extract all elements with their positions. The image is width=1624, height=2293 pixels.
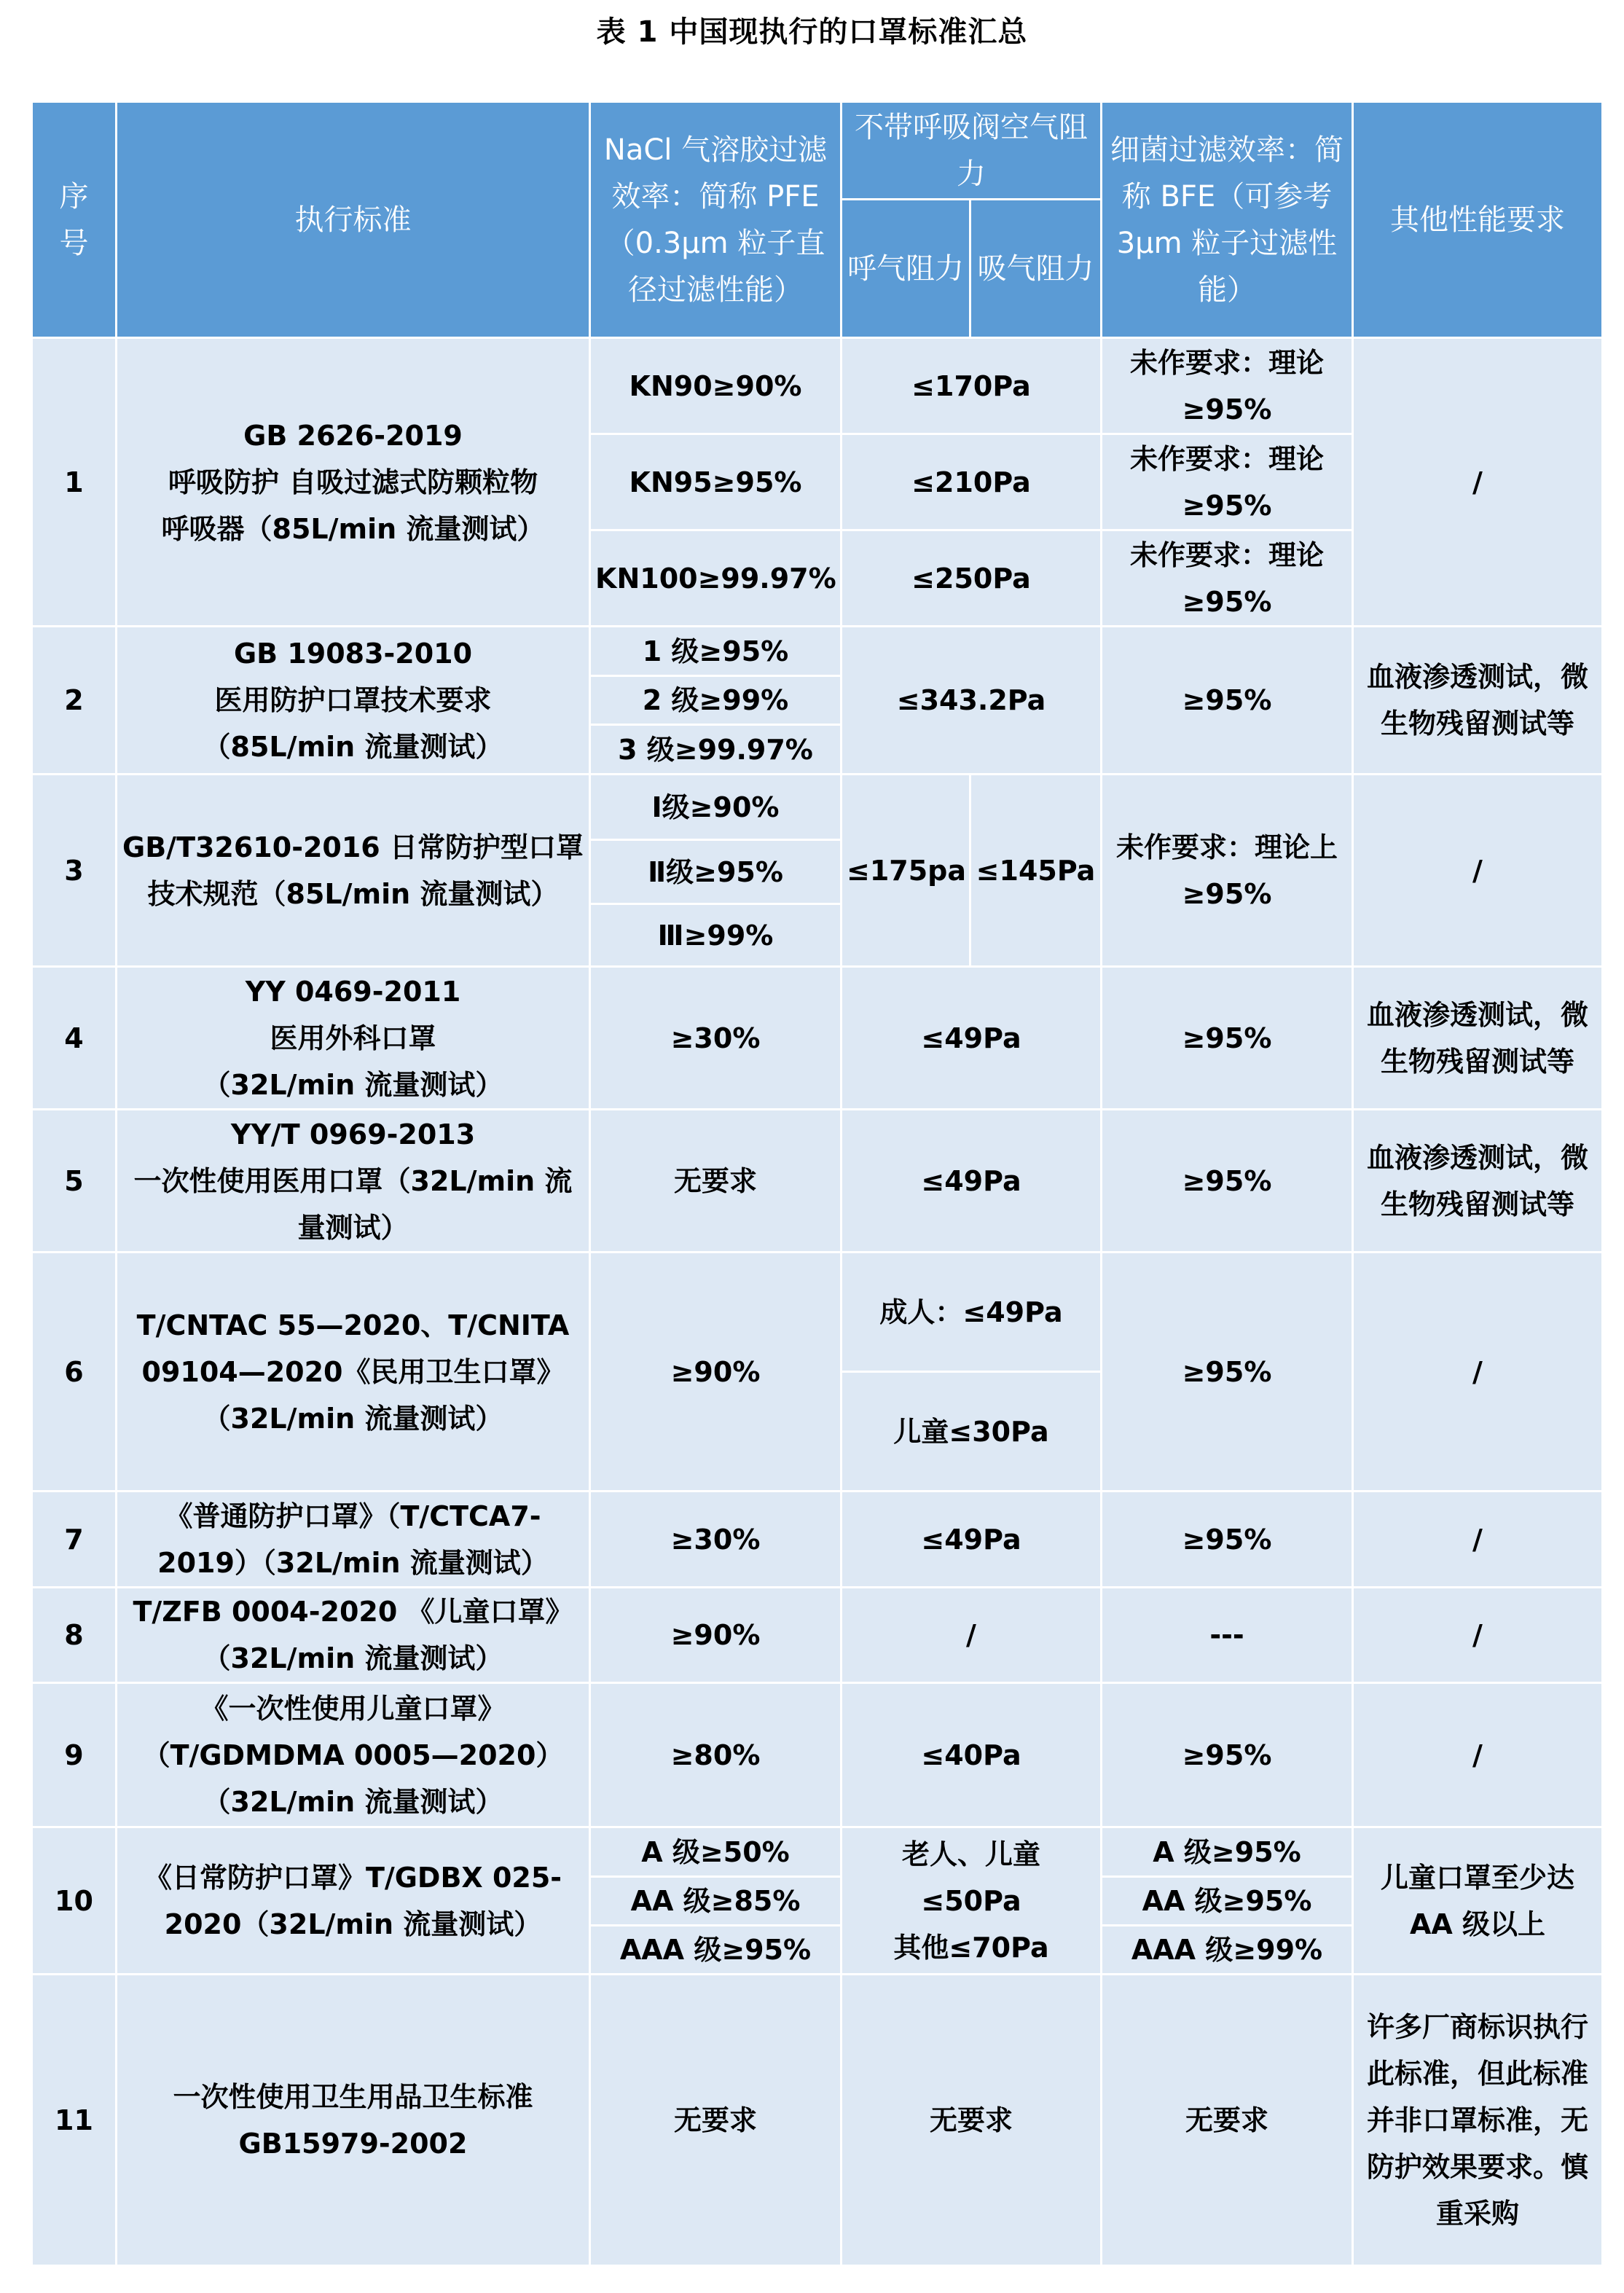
cell-pfe: A 级≥50% (590, 1827, 842, 1877)
table-row (32, 775, 1603, 840)
cell-pfe: 3 级≥99.97% (590, 725, 842, 775)
cell-bfe: 无要求 (1102, 1975, 1353, 2266)
cell-standard (117, 1253, 590, 1492)
header-exhale-resistance: 呼气阻力 (842, 200, 970, 338)
cell-resistance: / (842, 1588, 1102, 1683)
table-row (32, 338, 1603, 434)
cell-standard: GB/T32610-2016 日常防护型口罩技术规范（85L/min 流量测试） (117, 775, 590, 967)
cell-resistance: ≤250Pa (842, 530, 1102, 627)
cell-seq: 7 (32, 1492, 117, 1588)
cell-resistance: ≤49Pa (842, 967, 1102, 1110)
cell-resistance (842, 1827, 1102, 1975)
cell-seq: 4 (32, 967, 117, 1110)
cell-pfe: AAA 级≥95% (590, 1926, 842, 1975)
cell-other: 许多厂商标识执行此标准，但此标准并非口罩标准，无防护效果要求。慎重采购 (1353, 1975, 1603, 2266)
cell-resistance: ≤49Pa (842, 1492, 1102, 1588)
cell-bfe: 未作要求：理论上≥95% (1102, 775, 1353, 967)
table-row (32, 1253, 1603, 1372)
cell-pfe: 无要求 (590, 1975, 842, 2266)
table-row (32, 1683, 1603, 1827)
cell-bfe: 未作要求：理论≥95% (1102, 338, 1353, 434)
cell-pfe: ≥30% (590, 967, 842, 1110)
cell-bfe: ≥95% (1102, 627, 1353, 775)
cell-bfe: --- (1102, 1588, 1353, 1683)
cell-bfe: AA 级≥95% (1102, 1877, 1353, 1926)
cell-bfe: AAA 级≥99% (1102, 1926, 1353, 1975)
cell-bfe: A 级≥95% (1102, 1827, 1353, 1877)
header-inhale-resistance: 吸气阻力 (970, 200, 1102, 338)
cell-other: / (1353, 1253, 1603, 1492)
cell-seq: 2 (32, 627, 117, 775)
standard-line: T/CNTAC 55—2020、T/CNITA 09104—2020《民用卫生口罩》 (136, 1309, 570, 1388)
cell-resistance-adult: 成人：≤49Pa (842, 1253, 1102, 1372)
cell-other: / (1353, 775, 1603, 967)
resistance-line: ≤50Pa (921, 1884, 1021, 1917)
cell-pfe: 无要求 (590, 1110, 842, 1253)
cell-resistance: ≤343.2Pa (842, 627, 1102, 775)
cell-pfe: Ⅱ级≥95% (590, 840, 842, 904)
standard-line: （85L/min 流量测试） (203, 731, 503, 763)
cell-resistance: ≤210Pa (842, 434, 1102, 530)
cell-other: / (1353, 338, 1603, 627)
standard-line: 医用防护口罩技术要求 (214, 684, 492, 716)
standard-line: （32L/min 流量测试） (203, 1068, 503, 1101)
cell-seq: 9 (32, 1683, 117, 1827)
cell-other: 血液渗透测试，微生物残留测试等 (1353, 1110, 1603, 1253)
table-row (32, 967, 1603, 1110)
cell-other: 血液渗透测试，微生物残留测试等 (1353, 627, 1603, 775)
standard-line: T/ZFB 0004-2020 《儿童口罩》 (133, 1596, 573, 1628)
header-bfe: 细菌过滤效率：简称 BFE（可参考 3μm 粒子过滤性能） (1102, 102, 1353, 338)
standard-line: 一次性使用卫生用品卫生标准 (173, 2080, 533, 2113)
cell-bfe: ≥95% (1102, 1110, 1353, 1253)
table-row (32, 1110, 1603, 1253)
cell-resistance: ≤40Pa (842, 1683, 1102, 1827)
cell-pfe: 2 级≥99% (590, 676, 842, 725)
cell-standard (117, 967, 590, 1110)
table-row (32, 1492, 1603, 1588)
table-row (32, 1827, 1603, 1877)
cell-standard (117, 627, 590, 775)
cell-bfe: ≥95% (1102, 1492, 1353, 1588)
standard-line: （32L/min 流量测试） (203, 1642, 503, 1674)
standard-line: （T/GDMDMA 0005—2020） (142, 1739, 564, 1771)
header-resistance: 不带呼吸阀空气阻力 (842, 102, 1102, 200)
cell-pfe: ≥90% (590, 1588, 842, 1683)
cell-bfe: ≥95% (1102, 967, 1353, 1110)
cell-seq: 11 (32, 1975, 117, 2266)
cell-resistance: ≤170Pa (842, 338, 1102, 434)
cell-seq: 6 (32, 1253, 117, 1492)
header-seq: 序号 (32, 102, 117, 338)
standard-line: 一次性使用医用口罩（32L/min 流量测试） (133, 1164, 573, 1244)
cell-standard (117, 1588, 590, 1683)
cell-pfe: KN90≥90% (590, 338, 842, 434)
cell-bfe: 未作要求：理论≥95% (1102, 530, 1353, 627)
cell-exhale-resistance: ≤175pa (842, 775, 970, 967)
standard-line: 《一次性使用儿童口罩》 (200, 1692, 506, 1725)
cell-pfe: KN95≥95% (590, 434, 842, 530)
cell-standard (117, 1975, 590, 2266)
cell-seq: 10 (32, 1827, 117, 1975)
header-other: 其他性能要求 (1353, 102, 1603, 338)
cell-bfe: ≥95% (1102, 1683, 1353, 1827)
cell-pfe: ≥90% (590, 1253, 842, 1492)
standard-line: （32L/min 流量测试） (203, 1402, 503, 1435)
cell-standard (117, 1110, 590, 1253)
resistance-line: 老人、儿童 (901, 1838, 1040, 1870)
cell-pfe: ≥80% (590, 1683, 842, 1827)
cell-pfe: KN100≥99.97% (590, 530, 842, 627)
cell-other: / (1353, 1683, 1603, 1827)
cell-standard (117, 338, 590, 627)
standard-line: 呼吸防护 自吸过滤式防颗粒物 (168, 466, 538, 498)
cell-seq: 3 (32, 775, 117, 967)
cell-bfe: ≥95% (1102, 1253, 1353, 1492)
cell-standard: 《普通防护口罩》（T/CTCA7-2019）（32L/min 流量测试） (117, 1492, 590, 1588)
standard-line: 呼吸器（85L/min 流量测试） (161, 512, 545, 545)
standard-line: GB 2626-2019 (243, 419, 463, 452)
cell-seq: 8 (32, 1588, 117, 1683)
standard-line: 医用外科口罩 (270, 1022, 436, 1054)
cell-pfe: Ⅰ级≥90% (590, 775, 842, 840)
cell-bfe: 未作要求：理论≥95% (1102, 434, 1353, 530)
cell-resistance-child: 儿童≤30Pa (842, 1372, 1102, 1492)
cell-pfe: 1 级≥95% (590, 627, 842, 676)
standard-line: YY/T 0969-2013 (230, 1118, 476, 1151)
cell-other: 儿童口罩至少达 AA 级以上 (1353, 1827, 1603, 1975)
standard-line: （32L/min 流量测试） (203, 1785, 503, 1818)
header-pfe: NaCl 气溶胶过滤效率：简称 PFE（0.3μm 粒子直径过滤性能） (590, 102, 842, 338)
cell-inhale-resistance: ≤145Pa (970, 775, 1102, 967)
cell-resistance: ≤49Pa (842, 1110, 1102, 1253)
cell-pfe: ≥30% (590, 1492, 842, 1588)
table-row (32, 1975, 1603, 2266)
cell-seq: 5 (32, 1110, 117, 1253)
cell-other: / (1353, 1492, 1603, 1588)
cell-other: / (1353, 1588, 1603, 1683)
cell-pfe: AA 级≥85% (590, 1877, 842, 1926)
cell-other: 血液渗透测试，微生物残留测试等 (1353, 967, 1603, 1110)
header-standard: 执行标准 (117, 102, 590, 338)
standard-line: YY 0469-2011 (245, 975, 461, 1008)
cell-standard: 《日常防护口罩》T/GDBX 025-2020（32L/min 流量测试） (117, 1827, 590, 1975)
mask-standards-table (31, 101, 1604, 2267)
table-title: 表 1 中国现执行的口罩标准汇总 (596, 15, 1028, 49)
table-row (32, 627, 1603, 676)
resistance-line: 其他≤70Pa (893, 1931, 1049, 1964)
cell-seq: 1 (32, 338, 117, 627)
table-row (32, 1588, 1603, 1683)
cell-standard (117, 1683, 590, 1827)
cell-pfe: Ⅲ≥99% (590, 904, 842, 967)
standard-line: GB15979-2002 (238, 2127, 468, 2160)
standard-line: GB 19083-2010 (233, 638, 473, 670)
cell-resistance: 无要求 (842, 1975, 1102, 2266)
